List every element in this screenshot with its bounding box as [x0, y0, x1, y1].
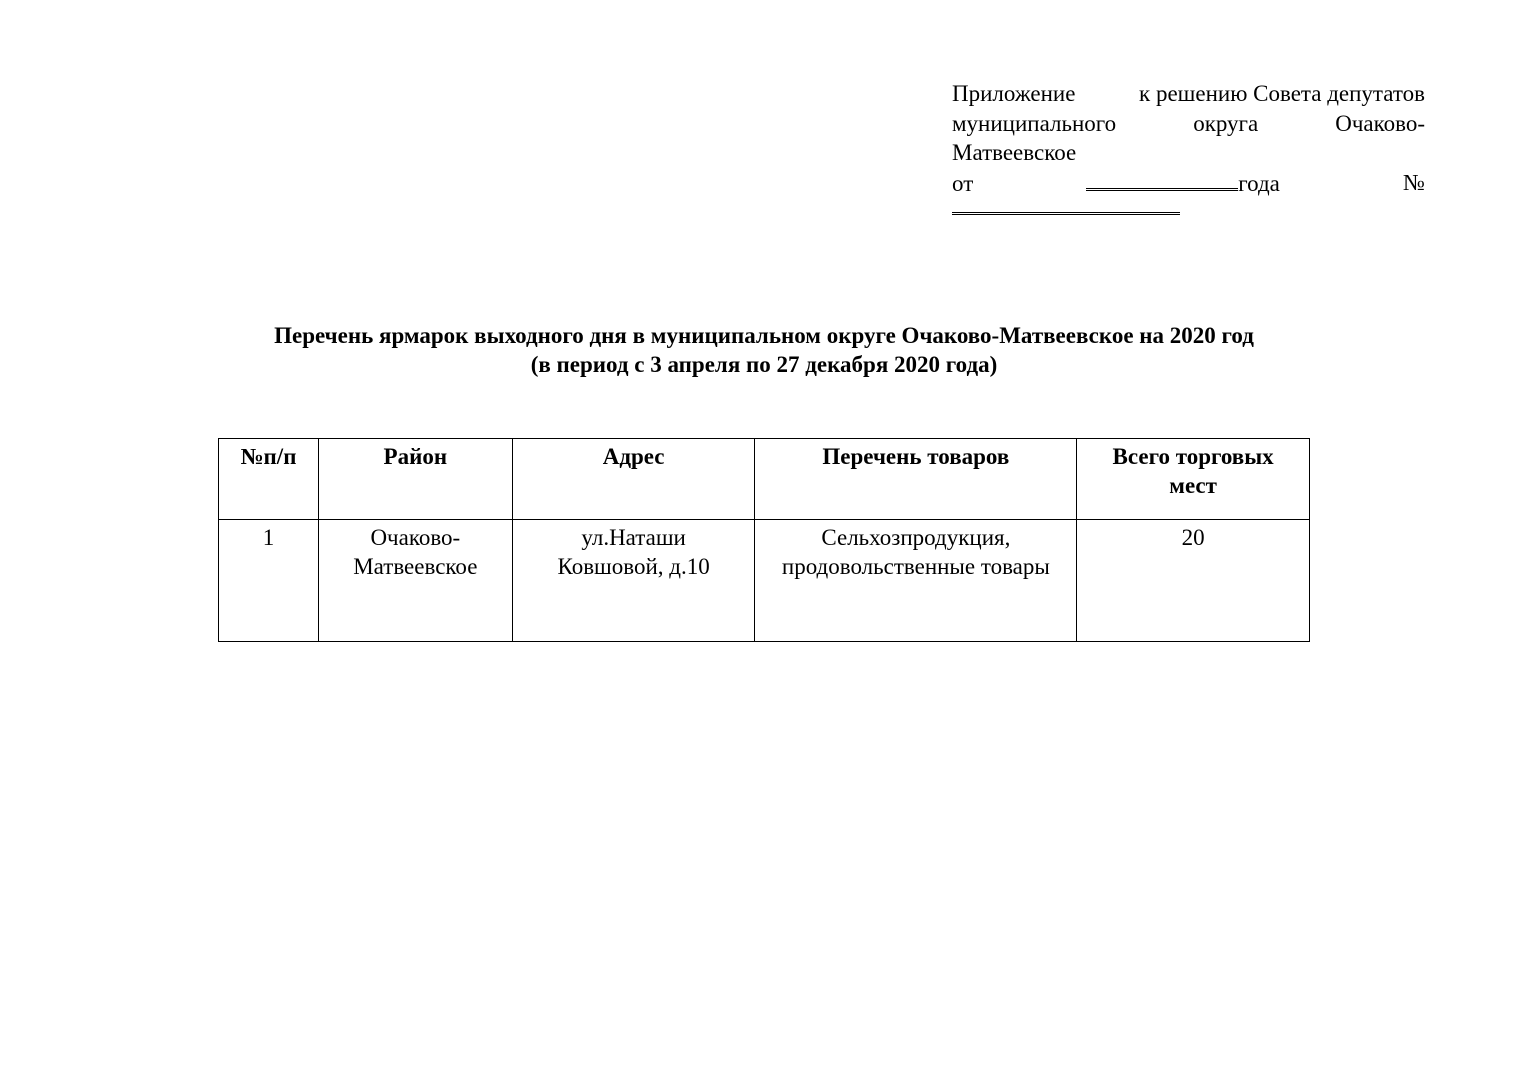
appendix-word-okruga: округа	[1193, 110, 1259, 136]
cell-goods	[755, 520, 1077, 642]
appendix-word-matveevskoe: Матвеевское	[952, 140, 1077, 165]
cell-goods-line-1: Сельхозпродукция,	[821, 525, 1011, 550]
date-blank-line	[1086, 168, 1238, 191]
appendix-date-group	[952, 168, 1280, 199]
number-blank-line	[952, 202, 1180, 215]
cell-district-line-2: Матвеевское	[353, 554, 478, 579]
appendix-word-goda: года	[1238, 170, 1280, 196]
cell-address-line-2: Ковшовой, д.10	[557, 554, 710, 579]
appendix-resolution-text: к решению Совета депутатов	[1139, 81, 1425, 106]
appendix-word-prilozhenie: Приложение	[952, 81, 1076, 106]
header-places	[1077, 439, 1310, 520]
title-line-1: Перечень ярмарок выходного дня в муниципальном округе Очаково-Матвеевское на 2020 год	[274, 323, 1254, 348]
fairs-table	[218, 438, 1310, 642]
header-address: Адрес	[512, 439, 755, 520]
header-places-line-2: мест	[1169, 473, 1217, 498]
cell-district	[318, 520, 512, 642]
header-district: Район	[318, 439, 512, 520]
appendix-line-5	[952, 198, 1425, 215]
header-goods: Перечень товаров	[755, 439, 1077, 520]
table-header-row	[219, 439, 1310, 520]
appendix-line-4	[952, 168, 1425, 199]
appendix-line-3	[952, 138, 1425, 168]
cell-goods-line-2: продовольственные товары	[781, 554, 1050, 579]
appendix-line-2	[952, 109, 1425, 139]
header-num: №п/п	[219, 439, 319, 520]
appendix-word-municipal: муниципального	[952, 110, 1117, 136]
cell-address-line-1: ул.Наташи	[581, 525, 686, 550]
appendix-line-1	[952, 79, 1425, 109]
cell-district-line-1: Очаково-	[370, 525, 461, 550]
document-title	[218, 321, 1310, 379]
cell-places: 20	[1077, 520, 1310, 642]
table-row	[219, 520, 1310, 642]
cell-address	[512, 520, 755, 642]
appendix-block	[952, 79, 1425, 215]
appendix-number-sign: №	[1403, 169, 1425, 195]
appendix-word-ot: от	[952, 170, 974, 196]
cell-num: 1	[219, 520, 319, 642]
header-places-line-1: Всего торговых	[1112, 444, 1274, 469]
title-line-2: (в период с 3 апреля по 27 декабря 2020 года)	[530, 352, 998, 377]
appendix-word-ochakovo: Очаково-	[1335, 110, 1425, 136]
